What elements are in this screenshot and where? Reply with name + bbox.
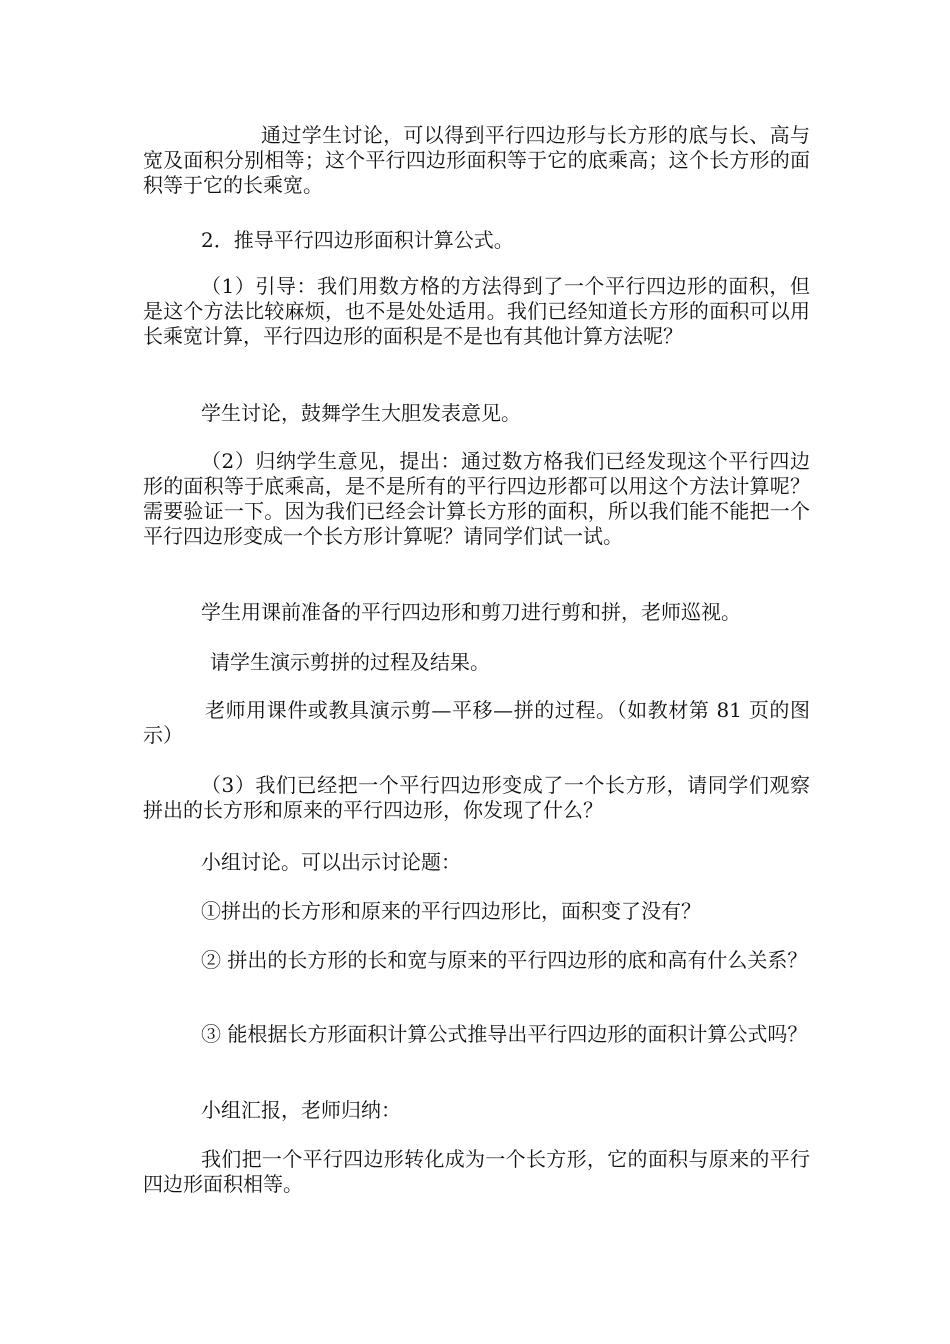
paragraph-teacher-demo: 老师用课件或教具演示剪—平移—拼的过程。（如教材第 81 页的图示）	[143, 698, 810, 747]
paragraph-conclusion: 我们把一个平行四边形转化成为一个长方形，它的面积与原来的平行四边形面积相等。	[143, 1147, 810, 1196]
paragraph-student-discussion: 学生讨论，鼓舞学生大胆发表意见。	[201, 401, 521, 425]
paragraph-question-2: ② 拼出的长方形的长和宽与原来的平行四边形的底和高有什么关系？	[201, 948, 808, 972]
paragraph-group-report: 小组汇报，老师归纳：	[201, 1098, 401, 1122]
paragraph-demonstration: 请学生演示剪拼的过程及结果。	[210, 650, 490, 674]
paragraph-step-1-guide: （1）引导：我们用数方格的方法得到了一个平行四边形的面积，但是这个方法比较麻烦，也不是处处适用。我们已经知道长方形的面积可以用长乘宽计算，平行四边形的面积是不是也有其他计算方法呢？	[143, 274, 810, 348]
paragraph-discussion-result: 通过学生讨论，可以得到平行四边形与长方形的底与长、高与宽及面积分别相等；这个平行四边形面积等于它的底乘高；这个长方形的面积等于它的长乘宽。	[143, 123, 810, 197]
paragraph-cut-and-join: 学生用课前准备的平行四边形和剪刀进行剪和拼，老师巡视。	[201, 600, 741, 624]
paragraph-step-3-observe: （3）我们已经把一个平行四边形变成了一个长方形，请同学们观察拼出的长方形和原来的平行四边形，你发现了什么？	[143, 773, 810, 822]
paragraph-section-heading: 2．推导平行四边形面积计算公式。	[201, 228, 514, 252]
paragraph-step-2-summary: （2）归纳学生意见，提出：通过数方格我们已经发现这个平行四边形的面积等于底乘高，是不是所有的平行四边形都可以用这个方法计算呢？需要验证一下。因为我们已经会计算长方形的面积，所以我们能不能把一个平行四边形变成一个长方形计算呢？请同学们试一试。	[143, 449, 810, 548]
paragraph-question-3: ③ 能根据长方形面积计算公式推导出平行四边形的面积计算公式吗？	[201, 1022, 808, 1046]
paragraph-question-1: ①拼出的长方形和原来的平行四边形比，面积变了没有？	[201, 899, 701, 923]
paragraph-group-discussion: 小组讨论。可以出示讨论题：	[201, 850, 461, 874]
